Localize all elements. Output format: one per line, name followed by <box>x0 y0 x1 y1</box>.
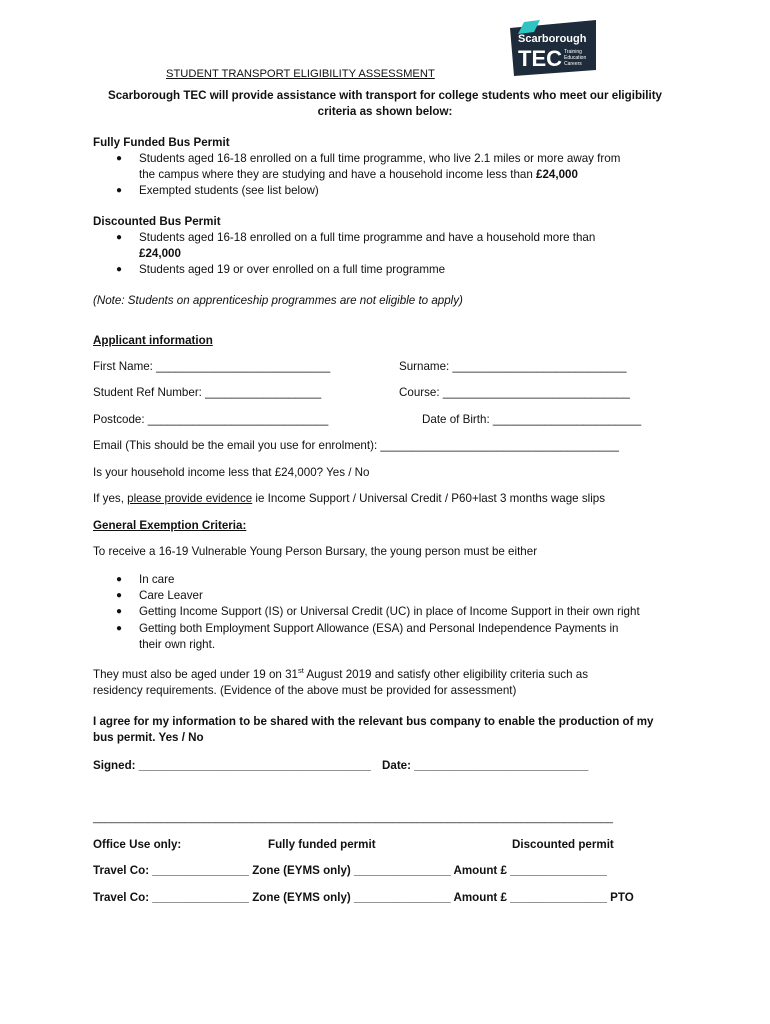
apprenticeship-note: (Note: Students on apprenticeship programmes are not eligible to apply) <box>93 294 463 307</box>
discounted-permit-label: Discounted permit <box>512 838 614 851</box>
bullet-icon: ● <box>116 264 123 275</box>
scarborough-tec-logo <box>510 20 596 76</box>
bullet-icon: ● <box>116 623 123 634</box>
surname-field[interactable]: Surname: ___________________________ <box>399 360 627 373</box>
fully-funded-income-amount: £24,000 <box>536 168 578 181</box>
fully-funded-item-1-line-1: Students aged 16-18 enrolled on a full time programme, who live 2.1 miles or more away from <box>139 152 621 165</box>
evidence-suffix: ie Income Support / Universal Credit / P60+last 3 months wage slips <box>252 492 606 505</box>
email-field[interactable]: Email (This should be the email you use for enrolment): _____________________________________ <box>93 439 619 452</box>
consent-line-1: I agree for my information to be shared with the relevant bus company to enable the production of my <box>93 715 654 728</box>
exemption-item-1: In care <box>139 573 175 586</box>
bullet-icon: ● <box>116 574 123 585</box>
date-field[interactable]: Date: ___________________________ <box>382 759 589 772</box>
student-ref-field[interactable]: Student Ref Number: __________________ <box>93 386 322 399</box>
exemption-item-3: Getting Income Support (IS) or Universal Credit (UC) in place of Income Support in their own right <box>139 605 640 618</box>
age-requirement-line-1 <box>93 668 588 681</box>
bullet-icon: ● <box>116 232 123 243</box>
logo-name-text: Scarborough <box>518 33 587 45</box>
evidence-link-text: please provide evidence <box>127 492 253 505</box>
logo-graphic <box>510 20 596 76</box>
discounted-item-2: Students aged 19 or over enrolled on a full time programme <box>139 263 446 276</box>
age-text-a: They must also be aged under 19 on 31 <box>93 668 298 681</box>
discounted-heading: Discounted Bus Permit <box>93 215 221 228</box>
age-requirement-line-2: residency requirements. (Evidence of the above must be provided for assessment) <box>93 684 517 697</box>
fully-funded-item-1-text: the campus where they are studying and have a household income less than <box>139 168 537 181</box>
office-row-2[interactable]: Travel Co: _______________ Zone (EYMS only) _______________ Amount £ _______________ PTO <box>93 891 634 904</box>
consent-line-2[interactable]: bus permit. Yes / No <box>93 731 204 744</box>
household-income-question[interactable]: Is your household income less that £24,000? Yes / No <box>93 466 370 479</box>
office-divider: _____________________________________________________________________________________ <box>93 812 614 824</box>
first-name-field[interactable]: First Name: ___________________________ <box>93 360 331 373</box>
age-text-b: August 2019 and satisfy other eligibility criteria such as <box>303 668 589 681</box>
bullet-icon: ● <box>116 185 123 196</box>
bullet-icon: ● <box>116 153 123 164</box>
discounted-item-1-line-1: Students aged 16-18 enrolled on a full time programme and have a household more than <box>139 231 596 244</box>
discounted-item-1-line-2: £24,000 <box>139 247 181 260</box>
intro-line-2: criteria as shown below: <box>317 105 453 118</box>
age-superscript: st <box>297 666 304 676</box>
signed-field[interactable]: Signed: ____________________________________ <box>93 759 371 772</box>
office-use-label: Office Use only: <box>93 838 182 851</box>
postcode-field[interactable]: Postcode: ____________________________ <box>93 413 329 426</box>
fully-funded-heading: Fully Funded Bus Permit <box>93 136 230 149</box>
exemption-heading: General Exemption Criteria: <box>93 519 247 532</box>
logo-sub3-text: Careers <box>564 61 582 67</box>
evidence-prefix: If yes, <box>93 492 128 505</box>
fully-funded-item-2: Exempted students (see list below) <box>139 184 319 197</box>
logo-abbr-text: TEC <box>518 46 562 71</box>
bullet-icon: ● <box>116 606 123 617</box>
intro-line-1: Scarborough TEC will provide assistance with transport for college students who meet our eligibility <box>107 89 662 102</box>
exemption-item-2: Care Leaver <box>139 589 203 602</box>
page-title: STUDENT TRANSPORT ELIGIBILITY ASSESSMENT <box>166 68 435 80</box>
fully-funded-permit-label: Fully funded permit <box>268 838 376 851</box>
course-field[interactable]: Course: _____________________________ <box>399 386 630 399</box>
date-of-birth-field[interactable]: Date of Birth: _______________________ <box>422 413 642 426</box>
office-row-1[interactable]: Travel Co: _______________ Zone (EYMS only) _______________ Amount £ _______________ <box>93 864 607 877</box>
bullet-icon: ● <box>116 590 123 601</box>
exemption-item-4-line-2: their own right. <box>139 638 216 651</box>
exemption-item-4-line-1: Getting both Employment Support Allowance (ESA) and Personal Independence Payments in <box>139 622 619 635</box>
fully-funded-item-1-line-2 <box>139 168 578 181</box>
evidence-line <box>93 492 605 505</box>
logo-sub1-text: Training <box>564 49 582 55</box>
logo-sub2-text: Education <box>564 55 587 61</box>
exemption-intro: To receive a 16-19 Vulnerable Young Person Bursary, the young person must be either <box>93 545 538 558</box>
applicant-heading: Applicant information <box>93 334 213 347</box>
